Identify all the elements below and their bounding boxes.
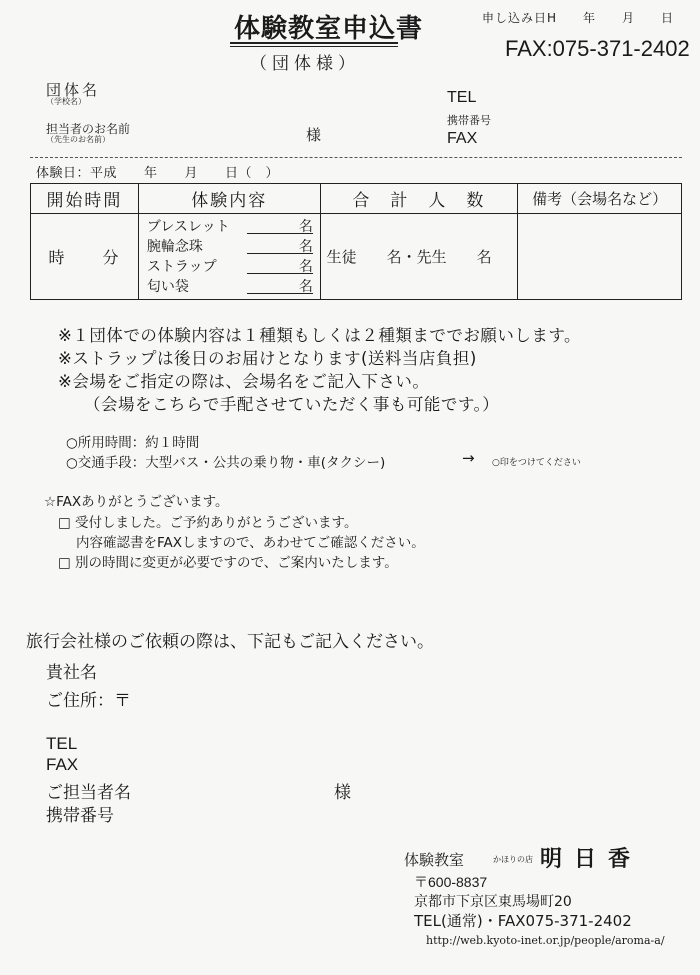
arrow-icon: →	[462, 449, 475, 467]
group-name-label: 団体名	[46, 81, 101, 99]
reply-option-confirm-note: 内容確認書をFAXしますので、あわせてご確認ください。	[76, 535, 425, 551]
shop-name-logo: 明日香	[540, 847, 643, 872]
item-bracelet: ブレスレット	[146, 218, 230, 235]
experience-date: 体験日：平成 年 月 日（ ）	[36, 166, 280, 181]
item-row	[147, 257, 320, 277]
circle-instruction: ○印をつけてください	[492, 458, 581, 468]
form-subtitle: （団体様）	[250, 54, 360, 74]
header-start-time: 開始時間	[31, 184, 139, 214]
count-cell[interactable]	[320, 214, 518, 300]
fax-number-heading: FAX:075-371-2402	[505, 36, 690, 61]
item-unit: 名	[298, 278, 313, 295]
transport-info: ○交通手段：大型バス・公共の乗り物・車(タクシー)	[66, 455, 386, 471]
contact-name-sublabel: （先生のお名前）	[46, 135, 110, 144]
shop-sublabel: かほりの店	[493, 855, 533, 864]
note-line: （会場をこちらで手配させていただく事も可能です。）	[84, 395, 500, 414]
count-text: 生徒 名・先生 名	[326, 248, 492, 266]
item-unit: 名	[298, 238, 313, 255]
title-underline-thin	[230, 46, 398, 47]
agency-person-label: ご担当者名	[46, 783, 131, 803]
booking-table	[30, 183, 682, 300]
item-row	[147, 237, 320, 257]
note-line: ※ストラップは後日のお届けとなります(送料当店負担)	[58, 349, 477, 368]
note-line: ※１団体での体験内容は１種類もしくは２種類まででお願いします。	[58, 326, 582, 345]
form-title: 体験教室申込書	[234, 14, 424, 44]
group-name-sublabel: （学校名）	[46, 97, 86, 106]
fax-thanks-heading: ☆FAXありがとうございます。	[44, 494, 229, 510]
item-strap: ストラップ	[146, 258, 217, 275]
postal-code: 〒600-8837	[414, 874, 488, 890]
header-remarks: 備考（会場名など）	[518, 184, 682, 214]
company-label: 貴社名	[46, 663, 97, 683]
duration-info: ○所用時間：約１時間	[66, 435, 200, 451]
agency-tel-label: TEL	[46, 734, 78, 753]
section-divider	[30, 157, 682, 158]
travel-agency-intro: 旅行会社様のご依頼の際は、下記もご記入ください。	[26, 632, 434, 652]
item-unit: 名	[298, 218, 313, 235]
header-experience: 体験内容	[138, 184, 320, 214]
contact-name-label: 担当者のお名前	[46, 122, 131, 136]
agency-fax-label: FAX	[46, 755, 79, 774]
header-total: 合 計 人 数	[320, 184, 518, 214]
note-line: ※会場をご指定の際は、会場名をご記入下さい。	[58, 372, 430, 391]
item-sachet: 匂い袋	[146, 278, 189, 295]
item-row	[147, 277, 320, 297]
agency-honorific: 様	[334, 783, 351, 803]
item-juzu: 腕輪念珠	[146, 238, 203, 255]
experience-cell[interactable]	[138, 214, 320, 300]
shop-label: 体験教室	[404, 851, 465, 869]
agency-mobile-label: 携帯番号	[46, 806, 114, 826]
start-time-text: 時 分	[48, 248, 121, 267]
shop-address: 京都市下京区東馬場町20	[414, 894, 572, 910]
contact-honorific: 様	[306, 126, 322, 144]
item-row	[147, 217, 320, 237]
address-label: ご住所：〒	[46, 691, 131, 711]
reply-option-accepted[interactable]: □ 受付しました。ご予約ありがとうございます。	[58, 515, 358, 531]
shop-tel-fax: TEL(通常)・FAX075-371-2402	[414, 912, 632, 930]
application-date: 申し込み日H 年 月 日	[482, 11, 675, 25]
start-time-cell[interactable]	[31, 214, 139, 300]
fax-label: FAX	[447, 130, 478, 147]
remarks-cell[interactable]	[518, 214, 682, 300]
reply-option-reschedule[interactable]: □ 別の時間に変更が必要ですので、ご案内いたします。	[58, 555, 398, 571]
tel-label: TEL	[447, 89, 477, 106]
mobile-label: 携帯番号	[447, 114, 491, 127]
shop-url-link[interactable]: http://web.kyoto-inet.or.jp/people/aroma-a/	[426, 934, 665, 947]
item-unit: 名	[298, 258, 313, 275]
title-underline	[230, 42, 398, 44]
